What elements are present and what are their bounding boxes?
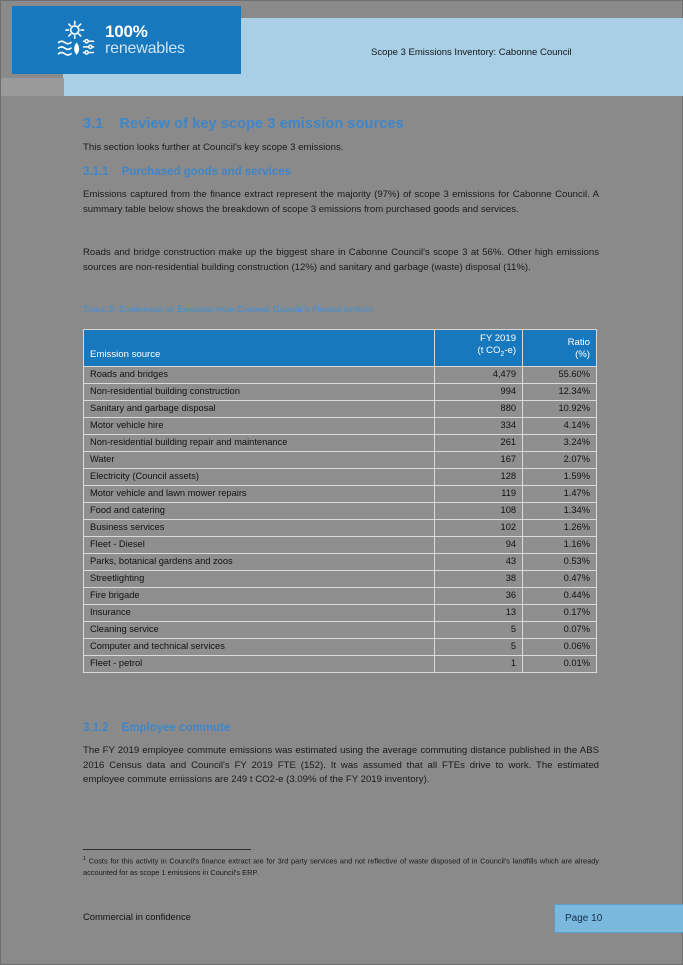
section-3-1-intro: This section looks further at Council's key scope 3 emissions. — [83, 142, 344, 153]
cell-fy2019-value: 108 — [435, 502, 523, 519]
column-header-emission-source: Emission source — [84, 330, 435, 367]
cell-ratio-value: 1.26% — [523, 519, 597, 536]
cell-fy2019-value: 994 — [435, 383, 523, 400]
footnote-text: Costs for this activity in Council's finance extract are for 3rd party services and not reflective of waste disposed of in Council's landfills which are already accounted for as scope 1 emissions in Council's ERP. — [83, 856, 599, 878]
cell-fy2019-value: 128 — [435, 468, 523, 485]
section-title-3-1: Review of key scope 3 emission sources — [119, 116, 404, 132]
cell-fy2019-value: 1 — [435, 655, 523, 672]
header-strip-left — [1, 78, 64, 96]
footnote — [83, 854, 599, 879]
cell-ratio-value: 1.47% — [523, 485, 597, 502]
cell-emission-source: Streetlighting — [84, 570, 435, 587]
table-caption: Table 3: Comparison of Emissions from Cabonne Council's Finance extract — [83, 304, 374, 314]
cell-ratio-value: 0.01% — [523, 655, 597, 672]
section-3-1-2-paragraph-1: The FY 2019 employee commute emissions was estimated using the average commuting distance published in the ABS 2016 Census data and Council's FY 2019 FTE (152). It was assumed that all FTEs drive to work. The estimated employee commute emissions are 249 t CO2-e (3.09% of the FY 2019 inventory). — [83, 745, 599, 786]
cell-ratio-value: 12.34% — [523, 383, 597, 400]
table-row — [84, 468, 597, 485]
cell-emission-source: Sanitary and garbage disposal — [84, 400, 435, 417]
emissions-table — [83, 329, 597, 673]
table-row — [84, 519, 597, 536]
column-header-fy2019-unit-sub: 2 — [500, 351, 505, 359]
cell-emission-source: Business services — [84, 519, 435, 536]
page-number-box — [554, 904, 683, 933]
cell-fy2019-value: 102 — [435, 519, 523, 536]
cell-fy2019-value: 43 — [435, 553, 523, 570]
cell-ratio-value: 1.59% — [523, 468, 597, 485]
logo-line-2: renewables — [105, 39, 185, 57]
cell-emission-source: Electricity (Council assets) — [84, 468, 435, 485]
cell-ratio-value: 0.44% — [523, 587, 597, 604]
cell-emission-source: Roads and bridges — [84, 366, 435, 383]
cell-fy2019-value: 4,479 — [435, 366, 523, 383]
table-row — [84, 400, 597, 417]
table-row — [84, 621, 597, 638]
cell-emission-source: Fleet - Diesel — [84, 536, 435, 553]
page-number-label: Page 10 — [565, 913, 603, 924]
table-row — [84, 451, 597, 468]
column-header-fy2019-unit-prefix: (t CO — [477, 345, 501, 357]
section-number-3-1-1: 3.1.1 — [83, 166, 109, 178]
table-row — [84, 570, 597, 587]
table-row — [84, 536, 597, 553]
cell-fy2019-value: 261 — [435, 434, 523, 451]
table-row — [84, 587, 597, 604]
cell-fy2019-value: 334 — [435, 417, 523, 434]
table-row — [84, 638, 597, 655]
cell-emission-source: Non-residential building repair and maintenance — [84, 434, 435, 451]
cell-emission-source: Non-residential building construction — [84, 383, 435, 400]
table-row — [84, 553, 597, 570]
cell-emission-source: Motor vehicle and lawn mower repairs — [84, 485, 435, 502]
cell-ratio-value: 0.17% — [523, 604, 597, 621]
column-header-ratio — [523, 330, 597, 367]
section-title-3-1-1: Purchased goods and services — [121, 166, 291, 178]
cell-emission-source: Computer and technical services — [84, 638, 435, 655]
brand-logo — [12, 6, 241, 74]
column-header-ratio-line1: Ratio — [567, 336, 590, 348]
table-row — [84, 383, 597, 400]
cell-fy2019-value: 119 — [435, 485, 523, 502]
table-row — [84, 485, 597, 502]
table-row — [84, 417, 597, 434]
cell-fy2019-value: 5 — [435, 621, 523, 638]
cell-ratio-value: 4.14% — [523, 417, 597, 434]
table-row — [84, 604, 597, 621]
table-row — [84, 655, 597, 672]
cell-emission-source: Parks, botanical gardens and zoos — [84, 553, 435, 570]
cell-fy2019-value: 36 — [435, 587, 523, 604]
cell-ratio-value: 1.16% — [523, 536, 597, 553]
cell-ratio-value: 3.24% — [523, 434, 597, 451]
footnote-separator — [83, 849, 251, 850]
cell-ratio-value: 0.06% — [523, 638, 597, 655]
cell-emission-source: Water — [84, 451, 435, 468]
header-strip-right — [64, 78, 683, 96]
cell-ratio-value: 1.34% — [523, 502, 597, 519]
cell-fy2019-value: 5 — [435, 638, 523, 655]
section-heading-3-1-2 — [83, 722, 230, 734]
cell-fy2019-value: 13 — [435, 604, 523, 621]
table-body — [84, 366, 597, 672]
table-header-row — [84, 330, 597, 367]
cell-fy2019-value: 38 — [435, 570, 523, 587]
cell-fy2019-value: 880 — [435, 400, 523, 417]
footnote-marker: 1 — [83, 856, 87, 862]
section-3-1-1-paragraph-2: Roads and bridge construction make up the biggest share in Cabonne Council's scope 3 at 56%. Other high emissions sources are non-residential building construction (12%) and sanitary and garbage (waste) disposal (11%). — [83, 247, 599, 273]
cell-ratio-value: 55.60% — [523, 366, 597, 383]
column-header-fy2019-unit-suffix: -e) — [504, 345, 517, 357]
cell-emission-source: Cleaning service — [84, 621, 435, 638]
column-header-fy2019 — [435, 330, 523, 367]
cell-emission-source: Motor vehicle hire — [84, 417, 435, 434]
cell-emission-source: Fleet - petrol — [84, 655, 435, 672]
section-heading-3-1 — [83, 116, 404, 132]
cell-fy2019-value: 167 — [435, 451, 523, 468]
footer-confidentiality: Commercial in confidence — [83, 911, 191, 922]
cell-emission-source: Fire brigade — [84, 587, 435, 604]
column-header-ratio-line2: (%) — [575, 349, 590, 361]
table-row — [84, 502, 597, 519]
cell-ratio-value: 0.07% — [523, 621, 597, 638]
logo-line-1: 100% — [105, 22, 148, 42]
table-row — [84, 434, 597, 451]
table-row — [84, 366, 597, 383]
cell-ratio-value: 0.53% — [523, 553, 597, 570]
section-3-1-1-paragraph-1: Emissions captured from the finance extract represent the majority (97%) of scope 3 emissions for Cabonne Council. A summary table below shows the breakdown of scope 3 emissions from purchased goods and services. — [83, 189, 599, 215]
cell-ratio-value: 2.07% — [523, 451, 597, 468]
cell-ratio-value: 10.92% — [523, 400, 597, 417]
document-header-title: Scope 3 Emissions Inventory: Cabonne Council — [371, 47, 572, 58]
sun-leaf-water-icon — [56, 20, 96, 60]
cell-emission-source: Insurance — [84, 604, 435, 621]
section-number-3-1: 3.1 — [83, 116, 104, 132]
cell-fy2019-value: 94 — [435, 536, 523, 553]
column-header-fy2019-line1: FY 2019 — [479, 333, 517, 344]
section-title-3-1-2: Employee commute — [121, 722, 231, 734]
cell-ratio-value: 0.47% — [523, 570, 597, 587]
cell-emission-source: Food and catering — [84, 502, 435, 519]
section-heading-3-1-1 — [83, 166, 291, 178]
section-number-3-1-2: 3.1.2 — [83, 722, 109, 734]
